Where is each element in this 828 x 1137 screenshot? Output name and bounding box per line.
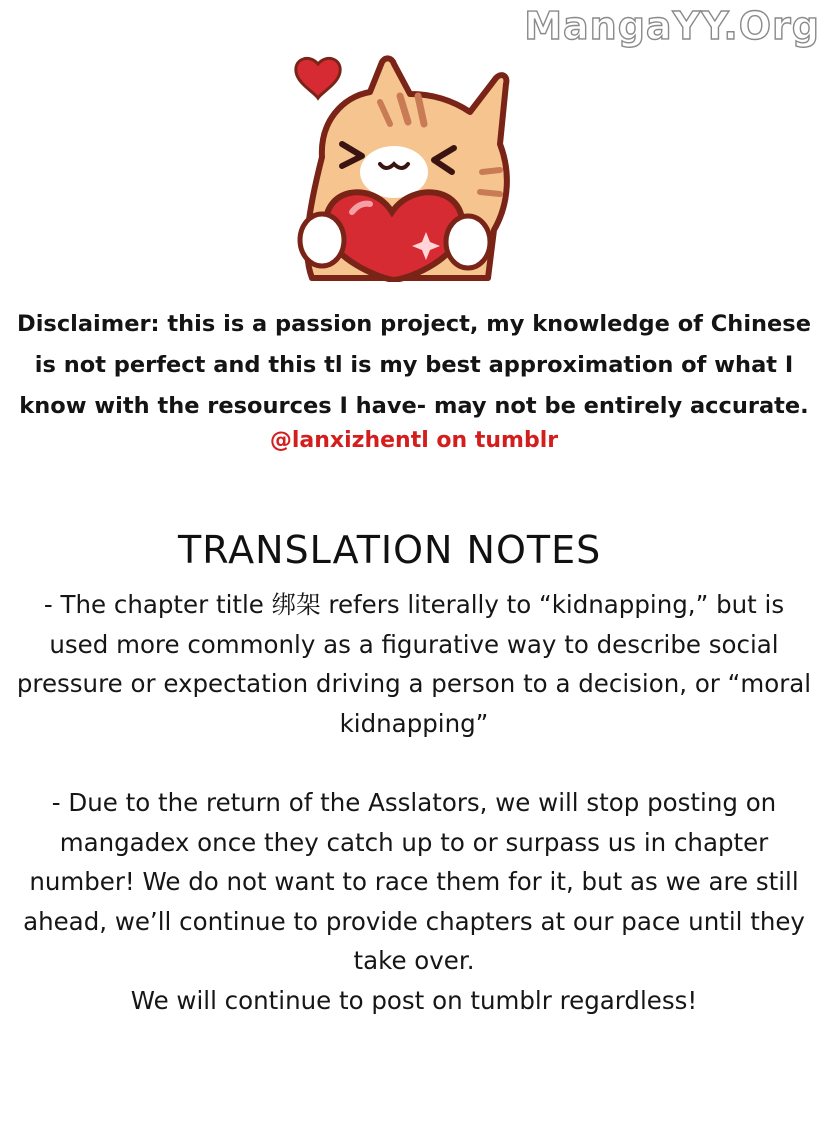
small-heart-icon	[296, 58, 340, 98]
note-asslators: - Due to the return of the Asslators, we will stop posting on mangadex once they catch up to or surpass us in chapter number! We do not want to race them for it, but as we are still ahead, we’ll continue to provide chapters at our pace until they take over.	[23, 788, 805, 975]
disclaimer-text: Disclaimer: this is a passion project, my knowledge of Chinese is not perfect and this tl is my best approximation of what I know with the resources I have- may not be entirely accurate.	[17, 311, 811, 419]
note-chapter-title: - The chapter title 绑架 refers literally to “kidnapping,” but is used more commonly as a figurative way to describe social pressure or expectation driving a person to a decision, or “moral kidnapping”	[16, 590, 812, 738]
cat-hugging-heart-icon	[282, 52, 522, 282]
note-posting-update	[14, 783, 814, 1020]
translation-notes-heading: TRANSLATION NOTES	[178, 528, 602, 572]
note-tumblr: We will continue to post on tumblr regardless!	[130, 985, 698, 1015]
tumblr-credit: @lanxizhentl on tumblr	[269, 428, 559, 453]
watermark: MangaYY.Org	[524, 4, 820, 48]
